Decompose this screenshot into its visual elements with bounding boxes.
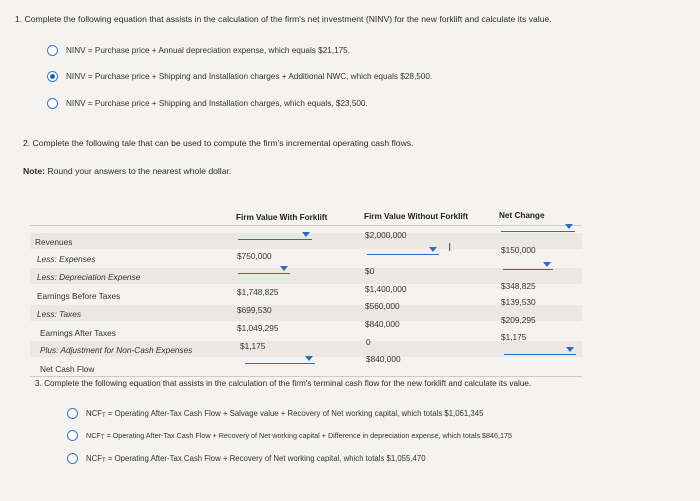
q3-option-1[interactable] (67, 408, 483, 419)
radio-button-selected[interactable] (47, 71, 58, 82)
header-divider (30, 225, 582, 226)
header-net-change: Net Change (499, 211, 545, 220)
chevron-down-icon (543, 262, 551, 267)
text-cursor-icon: I (448, 241, 452, 254)
q3-option-3[interactable] (67, 453, 426, 464)
chevron-down-icon (302, 232, 310, 237)
value-net-noncash: $1,175 (501, 332, 527, 342)
row-label-expenses: Less: Expenses (37, 254, 96, 264)
chevron-down-icon (429, 247, 437, 252)
table-bottom-line (30, 376, 582, 377)
radio-button[interactable] (67, 408, 78, 419)
value-without-noncash: 0 (366, 337, 371, 347)
radio-button[interactable] (47, 98, 58, 109)
value-without-ebt: $1,400,000 (365, 284, 407, 294)
value-without-ncf: $840,000 (366, 354, 401, 364)
q1-option-3[interactable] (47, 98, 368, 109)
value-with-eat: $1,049,295 (237, 323, 279, 333)
dropdown-with-ncf[interactable] (245, 355, 315, 364)
row-label-depreciation: Less: Depreciation Expense (37, 272, 141, 282)
value-net-expenses: $150,000 (501, 245, 536, 255)
row-label-taxes: Less: Taxes (37, 309, 81, 319)
row-label-noncash: Plus: Adjustment for Non-Cash Expenses (40, 345, 193, 355)
dropdown-without-expenses[interactable] (367, 246, 439, 255)
dropdown-net-depreciation[interactable] (503, 261, 553, 270)
dropdown-net-revenues[interactable] (501, 223, 575, 232)
chevron-down-icon (280, 266, 288, 271)
dropdown-net-ncf[interactable] (504, 346, 576, 355)
value-with-expenses: $750,000 (237, 251, 272, 261)
chevron-down-icon (305, 356, 313, 361)
q3-option-1-text: NCFT = Operating After-Tax Cash Flow + Salvage value + Recovery of Net working capital, which totals $1,061,345 (86, 408, 484, 419)
value-net-ebt: $348,825 (501, 281, 536, 291)
row-label-revenues: Revenues (35, 237, 73, 247)
dropdown-with-revenues[interactable] (238, 231, 312, 240)
value-without-depreciation: $0 (365, 266, 375, 276)
q1-option-1[interactable] (47, 45, 350, 56)
chevron-down-icon (565, 224, 573, 229)
value-with-ebt: $1,748,825 (237, 287, 279, 297)
q3-option-3-text: NCFT = Operating After-Tax Cash Flow + Recovery of Net working capital, which totals $1,055,470 (86, 453, 426, 464)
q3-prompt: 3. Complete the following equation that assists in the calculation of the firm's terminal cash flow for the new forklift and calculate its value. (35, 379, 532, 388)
q1-prompt: 1. Complete the following equation that assists in the calculation of the firm's net investment (NINV) for the new forklift and calculate its value. (15, 14, 552, 24)
q2-note (23, 166, 231, 176)
header-with-forklift: Firm Value With Forklift (236, 213, 328, 222)
value-net-eat: $209,295 (501, 315, 536, 325)
radio-button[interactable] (47, 45, 58, 56)
value-without-revenues: $2,000,000 (365, 230, 407, 240)
q1-option-3-text: NINV = Purchase price + Shipping and Installation charges, which equals, $23,500. (66, 99, 368, 108)
row-label-ebt: Earnings Before Taxes (37, 291, 121, 301)
q3-option-2-text: NCFT = Operating After-Tax Cash Flow + Recovery of Net working capital + Difference in depreciation expense, which totals $846,175 (86, 430, 513, 441)
q1-option-2[interactable] (47, 71, 432, 82)
note-label: Note: (23, 166, 45, 176)
value-with-noncash: $1,175 (240, 341, 266, 351)
q2-prompt: 2. Complete the following tale that can be used to compute the firm's incremental operating cash flows. (23, 138, 414, 148)
row-band-taxes (30, 305, 582, 321)
header-without-forklift: Firm Value Without Forklift (364, 212, 469, 221)
dropdown-with-depreciation[interactable] (238, 265, 290, 274)
value-with-taxes: $699,530 (237, 305, 272, 315)
row-label-eat: Earnings After Taxes (40, 328, 116, 338)
note-text: Round your answers to the nearest whole dollar. (44, 166, 232, 176)
radio-button[interactable] (67, 430, 78, 441)
q3-option-2[interactable] (67, 430, 512, 441)
radio-button[interactable] (67, 453, 78, 464)
value-net-taxes: $139,530 (501, 297, 536, 307)
value-without-taxes: $560,000 (365, 301, 400, 311)
q1-option-2-text: NINV = Purchase price + Shipping and Installation charges + Additional NWC, which equals $28,500. (66, 72, 433, 81)
value-without-eat: $840,000 (365, 319, 400, 329)
chevron-down-icon (566, 347, 574, 352)
q1-option-1-text: NINV = Purchase price + Annual depreciation expense, which equals $21,175. (66, 46, 351, 55)
row-label-ncf: Net Cash Flow (40, 364, 95, 374)
